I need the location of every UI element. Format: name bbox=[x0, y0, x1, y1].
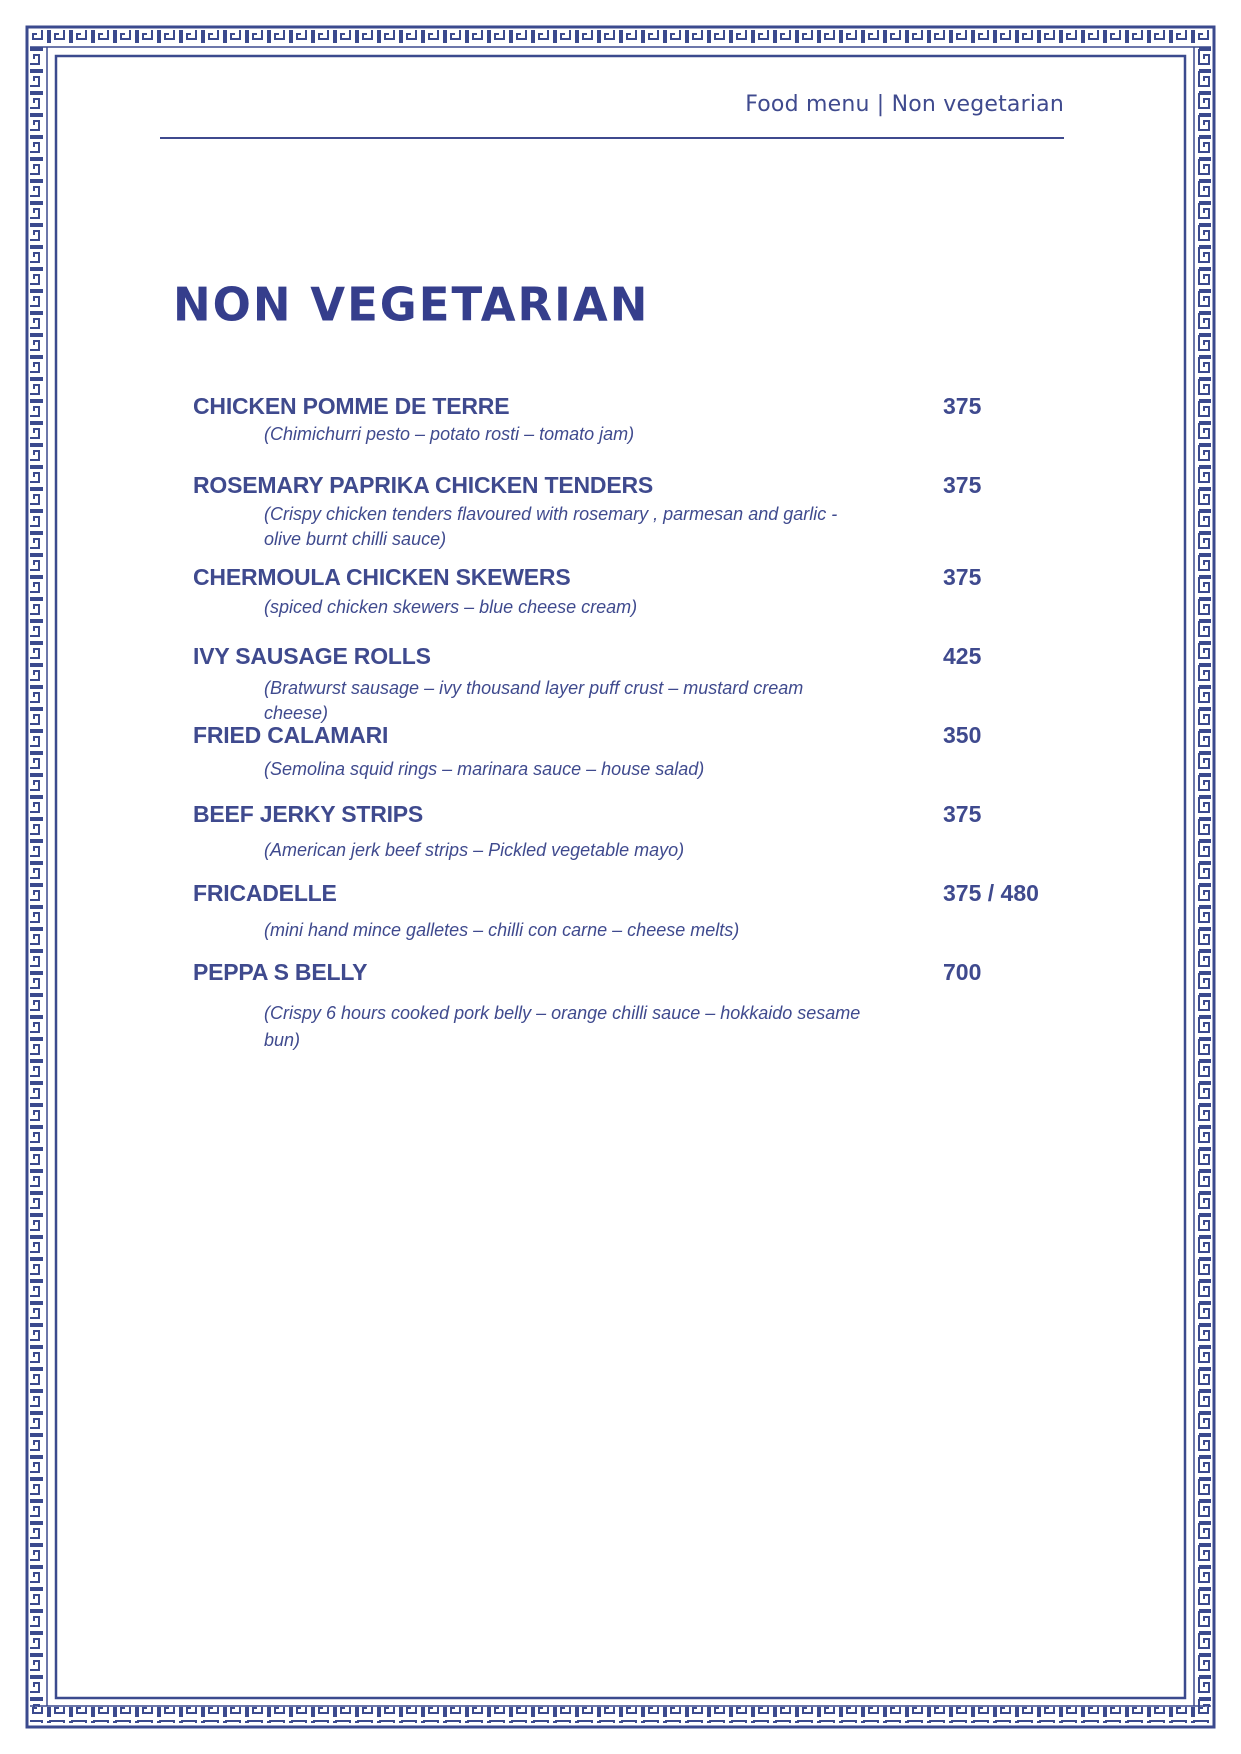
menu-item-price: 375 / 480 bbox=[943, 880, 1039, 906]
menu-item-name: PEPPA S BELLY bbox=[193, 959, 368, 985]
menu-item-name: CHICKEN POMME DE TERRE bbox=[193, 393, 510, 419]
menu-item-name: CHERMOULA CHICKEN SKEWERS bbox=[193, 564, 571, 590]
page-header: Food menu | Non vegetarian bbox=[745, 92, 1064, 117]
header-divider bbox=[160, 137, 1064, 139]
menu-item-description: (Chimichurri pesto – potato rosti – tomato jam) bbox=[264, 424, 635, 444]
menu-item-description: (Crispy 6 hours cooked pork belly – orange chilli sauce – hokkaido sesame bun) bbox=[264, 1003, 861, 1050]
menu-item-description: (Semolina squid rings – marinara sauce – house salad) bbox=[264, 759, 705, 779]
menu-item-description: (spiced chicken skewers – blue cheese cream) bbox=[264, 597, 638, 617]
menu-item-description: (mini hand mince galletes – chilli con carne – cheese melts) bbox=[264, 920, 740, 940]
menu-item-name: IVY SAUSAGE ROLLS bbox=[193, 643, 431, 669]
menu-item-name: BEEF JERKY STRIPS bbox=[193, 801, 424, 827]
menu-item-name: FRIED CALAMARI bbox=[193, 722, 389, 748]
menu-item-price: 700 bbox=[943, 959, 982, 985]
menu-item-price: 375 bbox=[943, 393, 982, 419]
menu-item-price: 375 bbox=[943, 801, 982, 827]
menu-item-price: 350 bbox=[943, 722, 982, 748]
menu-item-description: (Crispy chicken tenders flavoured with rosemary , parmesan and garlic -olive burnt chilli sauce) bbox=[264, 504, 838, 549]
menu-item-name: FRICADELLE bbox=[193, 880, 337, 906]
menu-item-price: 375 bbox=[943, 564, 982, 590]
section-title: NON VEGETARIAN bbox=[173, 277, 650, 332]
menu-item-description: (Bratwurst sausage – ivy thousand layer puff crust – mustard cream cheese) bbox=[264, 678, 804, 723]
menu-item-price: 425 bbox=[943, 643, 982, 669]
menu-item-name: ROSEMARY PAPRIKA CHICKEN TENDERS bbox=[193, 472, 654, 498]
menu-item-description: (American jerk beef strips – Pickled vegetable mayo) bbox=[264, 840, 685, 860]
menu-item-price: 375 bbox=[943, 472, 982, 498]
